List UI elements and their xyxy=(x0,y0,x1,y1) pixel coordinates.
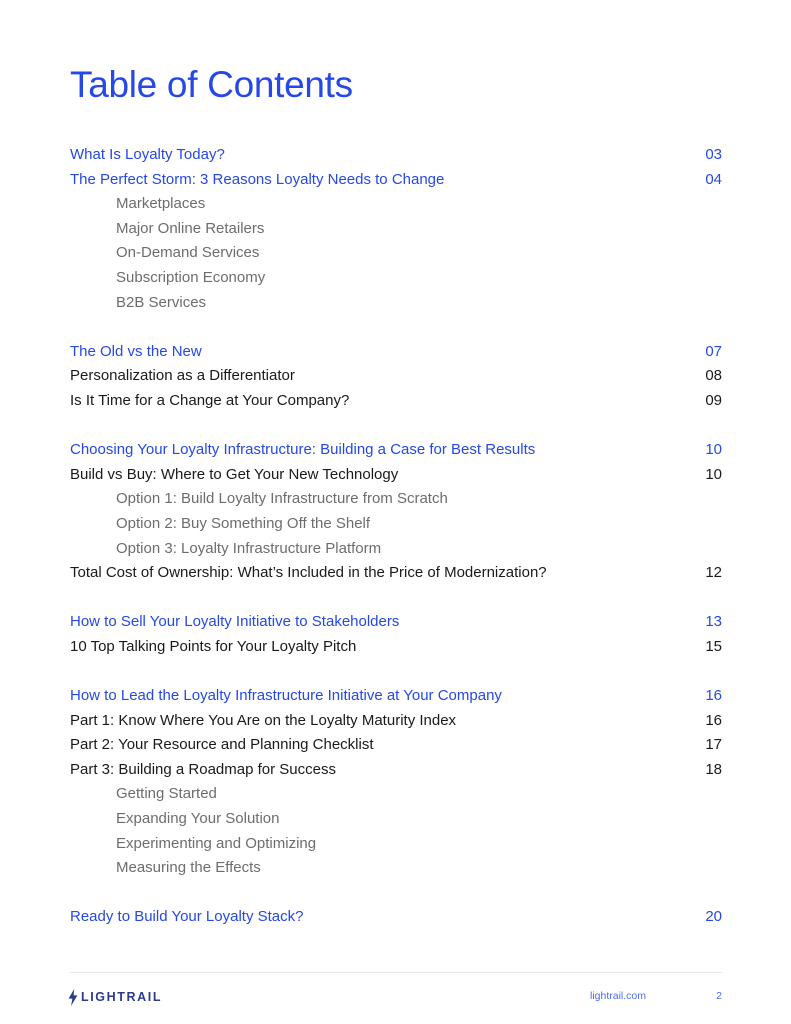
toc-entry-title: B2B Services xyxy=(116,293,207,311)
website-link[interactable]: lightrail.com xyxy=(590,990,647,1002)
toc-entry-page: 15 xyxy=(705,637,722,655)
toc-subentry[interactable] xyxy=(70,266,722,291)
toc-subentry[interactable] xyxy=(70,782,722,807)
toc-entry-title: Option 2: Buy Something Off the Shelf xyxy=(116,514,371,532)
toc-entry-page: 10 xyxy=(705,441,722,459)
toc-entry-page: 18 xyxy=(705,760,722,778)
toc-entry-page: 16 xyxy=(705,711,722,729)
toc-subentry[interactable] xyxy=(70,512,722,537)
toc-entry-page: 08 xyxy=(705,367,722,385)
toc-entry[interactable] xyxy=(70,758,722,783)
toc-entry[interactable] xyxy=(70,389,722,414)
toc-subentry[interactable] xyxy=(70,832,722,857)
toc-entry-page: 10 xyxy=(705,465,722,483)
toc-subentry[interactable] xyxy=(70,807,722,832)
toc-entry[interactable] xyxy=(70,610,722,635)
toc-subentry[interactable] xyxy=(70,487,722,512)
brand-logo xyxy=(68,988,162,1006)
toc-subentry[interactable] xyxy=(70,856,722,881)
toc-entry-title: Option 3: Loyalty Infrastructure Platform xyxy=(116,539,382,557)
lightning-bolt-icon xyxy=(68,989,78,1006)
toc-entry-title: Part 1: Know Where You Are on the Loyalty Maturity Index xyxy=(70,711,457,729)
toc-entry[interactable] xyxy=(70,438,722,463)
page-number: 2 xyxy=(716,990,722,1002)
toc-entry[interactable] xyxy=(70,340,722,365)
toc-entry-title: Major Online Retailers xyxy=(116,219,265,237)
toc-entry-page: 03 xyxy=(705,146,722,163)
toc-entry[interactable] xyxy=(70,561,722,586)
toc-entry-title: The Perfect Storm: 3 Reasons Loyalty Needs to Change xyxy=(70,170,445,188)
toc-entry[interactable] xyxy=(70,463,722,488)
toc-entry-title: Choosing Your Loyalty Infrastructure: Building a Case for Best Results xyxy=(70,441,536,459)
toc-entry-page: 04 xyxy=(705,170,722,188)
toc-entry-page: 09 xyxy=(705,391,722,409)
toc-entry[interactable] xyxy=(70,143,722,168)
toc-entry-title: Part 2: Your Resource and Planning Checklist xyxy=(70,736,374,754)
toc-entry-title: Part 3: Building a Roadmap for Success xyxy=(70,760,336,778)
toc-entry-title: Getting Started xyxy=(116,785,217,803)
toc-entry[interactable] xyxy=(70,905,722,930)
toc-entry-page: 20 xyxy=(705,908,722,926)
toc-entry[interactable] xyxy=(70,684,722,709)
toc-entry-page: 17 xyxy=(705,736,722,754)
toc-subentry[interactable] xyxy=(70,291,722,316)
table-of-contents xyxy=(70,143,722,930)
toc-entry-page: 13 xyxy=(705,613,722,631)
toc-entry[interactable] xyxy=(70,733,722,758)
toc-entry-title: Expanding Your Solution xyxy=(116,810,280,828)
toc-subentry[interactable] xyxy=(70,217,722,242)
toc-entry[interactable] xyxy=(70,709,722,734)
toc-entry-title: Subscription Economy xyxy=(116,268,266,286)
toc-entry-title: 10 Top Talking Points for Your Loyalty Pitch xyxy=(70,637,357,655)
toc-entry-title: Ready to Build Your Loyalty Stack? xyxy=(70,908,304,926)
toc-entry-title: Experimenting and Optimizing xyxy=(116,834,317,852)
toc-subentry[interactable] xyxy=(70,537,722,562)
toc-entry-page: 12 xyxy=(705,564,722,582)
toc-entry-page: 07 xyxy=(705,342,722,360)
toc-entry[interactable] xyxy=(70,364,722,389)
toc-entry-title: What Is Loyalty Today? xyxy=(70,146,225,163)
toc-entry-title: The Old vs the New xyxy=(70,342,202,360)
toc-entry-title: Measuring the Effects xyxy=(116,859,261,877)
toc-entry[interactable] xyxy=(70,168,722,193)
toc-entry-title: Personalization as a Differentiator xyxy=(70,367,295,385)
footer-divider xyxy=(70,972,722,973)
toc-entry-title: How to Sell Your Loyalty Initiative to Stakeholders xyxy=(70,613,400,631)
toc-entry-title: On-Demand Services xyxy=(116,244,260,262)
toc-entry-title: Is It Time for a Change at Your Company? xyxy=(70,391,350,409)
toc-entry[interactable] xyxy=(70,635,722,660)
toc-entry-title: Build vs Buy: Where to Get Your New Technology xyxy=(70,465,399,483)
toc-subentry[interactable] xyxy=(70,192,722,217)
toc-entry-page: 16 xyxy=(705,687,722,705)
toc-entry-title: Option 1: Build Loyalty Infrastructure from Scratch xyxy=(116,490,448,508)
brand-logo-text: LIGHTRAIL xyxy=(81,990,163,1004)
toc-entry-title: How to Lead the Loyalty Infrastructure Initiative at Your Company xyxy=(70,687,502,705)
toc-subentry[interactable] xyxy=(70,241,722,266)
toc-entry-title: Marketplaces xyxy=(116,195,206,213)
page-title: Table of Contents xyxy=(70,64,353,105)
toc-entry-title: Total Cost of Ownership: What’s Included in the Price of Modernization? xyxy=(70,564,547,582)
